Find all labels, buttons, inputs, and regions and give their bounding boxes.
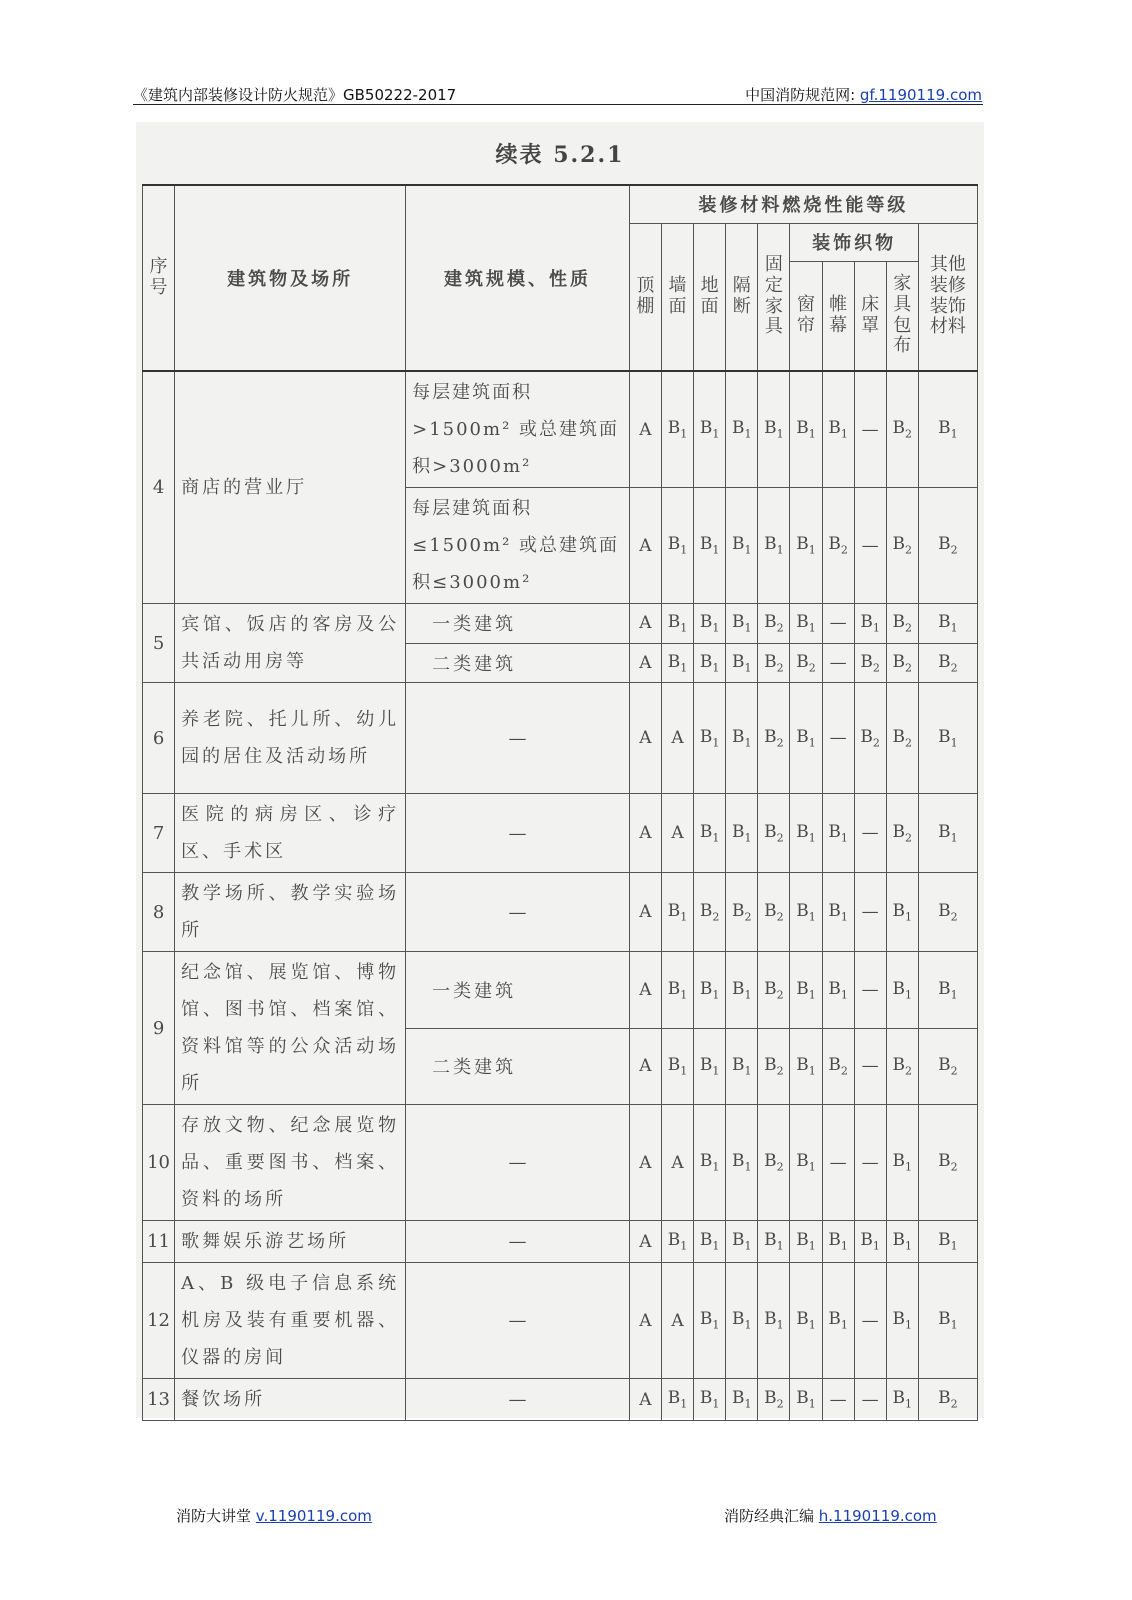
grade-floor: $B_2$ (694, 873, 726, 952)
grade-upholstery: $B_1$ (886, 1263, 918, 1379)
table-row (143, 604, 978, 644)
grade-bedcover: — (854, 873, 886, 952)
grade-floor: $B_1$ (694, 794, 726, 873)
grade-wall: $B_1$ (661, 1221, 693, 1263)
row-scale: — (406, 1379, 630, 1421)
table-row (143, 794, 978, 873)
grade-curtain: $B_1$ (790, 952, 822, 1029)
grade-floor: $B_1$ (694, 1263, 726, 1379)
grade-drape: $B_1$ (822, 952, 854, 1029)
grade-furniture: $B_2$ (758, 1379, 790, 1421)
row-place: 医院的病房区、诊疗区、手术区 (175, 794, 406, 873)
grade-furniture: $B_2$ (758, 794, 790, 873)
header-ceiling: 顶 棚 (629, 223, 661, 371)
row-place: 纪念馆、展览馆、博物馆、图书馆、档案馆、资料馆等的公众活动场所 (175, 952, 406, 1105)
header-seq: 序 号 (143, 185, 175, 371)
grade-ceiling: A (629, 488, 661, 604)
grade-drape: — (822, 1379, 854, 1421)
grade-drape: $B_1$ (822, 1263, 854, 1379)
row-scale: 二类建筑 (406, 643, 630, 683)
grade-drape: $B_1$ (822, 1221, 854, 1263)
header-partition: 隔 断 (726, 223, 758, 371)
grade-bedcover: — (854, 1028, 886, 1105)
grade-drape: — (822, 1105, 854, 1221)
grade-furniture: $B_1$ (758, 1263, 790, 1379)
grade-partition: $B_1$ (726, 1379, 758, 1421)
row-seq: 10 (143, 1105, 175, 1221)
grade-other: $B_1$ (918, 794, 977, 873)
grade-other: $B_1$ (918, 1263, 977, 1379)
grade-upholstery: $B_2$ (886, 1028, 918, 1105)
row-seq: 7 (143, 794, 175, 873)
grade-curtain: $B_1$ (790, 371, 822, 488)
grade-partition: $B_1$ (726, 794, 758, 873)
grade-wall: $B_1$ (661, 604, 693, 644)
grade-wall: A (661, 1263, 693, 1379)
grade-floor: $B_1$ (694, 1028, 726, 1105)
grade-partition: $B_1$ (726, 1028, 758, 1105)
grade-drape: $B_1$ (822, 873, 854, 952)
row-scale: — (406, 683, 630, 794)
grade-floor: $B_1$ (694, 643, 726, 683)
table-caption: 续表 5.2.1 (495, 142, 625, 168)
grade-ceiling: A (629, 1379, 661, 1421)
grade-partition: $B_1$ (726, 604, 758, 644)
grade-floor: $B_1$ (694, 488, 726, 604)
footer-left-label: 消防大讲堂 (176, 1507, 256, 1525)
grade-curtain: $B_1$ (790, 1221, 822, 1263)
row-place: 存放文物、纪念展览物品、重要图书、档案、资料的场所 (175, 1105, 406, 1221)
row-scale: 每层建筑面积≤1500m² 或总建筑面积≤3000m² (406, 488, 630, 604)
site-credit (745, 84, 982, 105)
grade-floor: $B_1$ (694, 1221, 726, 1263)
grade-partition: $B_1$ (726, 683, 758, 794)
header-place: 建筑物及场所 (175, 185, 406, 371)
scanned-table-page (136, 122, 984, 1418)
grade-curtain: $B_2$ (790, 643, 822, 683)
grade-bedcover: — (854, 371, 886, 488)
grade-ceiling: A (629, 1105, 661, 1221)
grade-ceiling: A (629, 1028, 661, 1105)
grade-bedcover: — (854, 794, 886, 873)
grade-partition: $B_1$ (726, 643, 758, 683)
grade-curtain: $B_1$ (790, 873, 822, 952)
header-furniture: 固 定 家 具 (758, 223, 790, 371)
grade-ceiling: A (629, 952, 661, 1029)
row-place: 商店的营业厅 (175, 371, 406, 604)
grade-partition: $B_1$ (726, 1105, 758, 1221)
footer-left-link[interactable]: v.1190119.com (255, 1507, 372, 1525)
grade-wall: A (661, 683, 693, 794)
grade-upholstery: $B_1$ (886, 1221, 918, 1263)
header-upholstery: 家 具 包 布 (886, 261, 918, 371)
grade-furniture: $B_2$ (758, 643, 790, 683)
grade-bedcover: — (854, 1263, 886, 1379)
grade-ceiling: A (629, 643, 661, 683)
grade-bedcover: $B_2$ (854, 683, 886, 794)
footer-right-link[interactable]: h.1190119.com (818, 1507, 937, 1525)
grade-curtain: $B_1$ (790, 1379, 822, 1421)
grade-upholstery: $B_2$ (886, 683, 918, 794)
grade-other: $B_1$ (918, 371, 977, 488)
grade-partition: $B_1$ (726, 1221, 758, 1263)
grade-wall: $B_1$ (661, 1379, 693, 1421)
grade-wall: $B_1$ (661, 952, 693, 1029)
row-scale: 二类建筑 (406, 1028, 630, 1105)
grade-floor: $B_1$ (694, 604, 726, 644)
grade-wall: $B_1$ (661, 1028, 693, 1105)
grade-bedcover: $B_1$ (854, 604, 886, 644)
grade-furniture: $B_2$ (758, 873, 790, 952)
header-floor: 地 面 (694, 223, 726, 371)
header-textile: 装饰织物 (790, 223, 918, 261)
grade-drape: $B_1$ (822, 794, 854, 873)
grade-partition: $B_1$ (726, 1263, 758, 1379)
row-seq: 8 (143, 873, 175, 952)
grade-ceiling: A (629, 794, 661, 873)
grade-upholstery: $B_1$ (886, 1105, 918, 1221)
grade-bedcover: $B_2$ (854, 643, 886, 683)
footer-right (724, 1505, 937, 1526)
grade-ceiling: A (629, 604, 661, 644)
grade-furniture: $B_2$ (758, 604, 790, 644)
grade-floor: $B_1$ (694, 952, 726, 1029)
grade-furniture: $B_2$ (758, 683, 790, 794)
row-place: 歌舞娱乐游艺场所 (175, 1221, 406, 1263)
table-row (143, 952, 978, 1029)
grade-wall: A (661, 1105, 693, 1221)
grade-drape: $B_1$ (822, 371, 854, 488)
grade-upholstery: $B_2$ (886, 643, 918, 683)
header-wall: 墙 面 (661, 223, 693, 371)
grade-curtain: $B_1$ (790, 794, 822, 873)
row-scale: 一类建筑 (406, 952, 630, 1029)
site-label: 中国消防规范网: (745, 86, 860, 104)
header-rule (133, 104, 983, 105)
table-row (143, 1263, 978, 1379)
table-row (143, 371, 978, 488)
grade-ceiling: A (629, 371, 661, 488)
row-scale: — (406, 794, 630, 873)
table-row (143, 873, 978, 952)
row-scale: — (406, 1221, 630, 1263)
grade-upholstery: $B_1$ (886, 952, 918, 1029)
grade-partition: $B_1$ (726, 488, 758, 604)
row-scale: — (406, 1263, 630, 1379)
table-row (143, 1379, 978, 1421)
grade-furniture: $B_2$ (758, 952, 790, 1029)
site-link[interactable]: gf.1190119.com (859, 86, 982, 104)
grade-floor: $B_1$ (694, 683, 726, 794)
table-row (143, 1105, 978, 1221)
row-place: 养老院、托儿所、幼儿园的居住及活动场所 (175, 683, 406, 794)
grade-wall: A (661, 794, 693, 873)
grade-curtain: $B_1$ (790, 488, 822, 604)
row-scale: — (406, 873, 630, 952)
table-row (143, 683, 978, 794)
row-place: 餐饮场所 (175, 1379, 406, 1421)
grade-curtain: $B_1$ (790, 1028, 822, 1105)
grade-partition: $B_1$ (726, 371, 758, 488)
grade-other: $B_2$ (918, 1028, 977, 1105)
header-scale: 建筑规模、性质 (406, 185, 630, 371)
row-place: A、B 级电子信息系统机房及装有重要机器、仪器的房间 (175, 1263, 406, 1379)
grade-furniture: $B_1$ (758, 488, 790, 604)
grade-drape: — (822, 643, 854, 683)
grade-wall: $B_1$ (661, 873, 693, 952)
grade-other: $B_1$ (918, 1221, 977, 1263)
grade-upholstery: $B_1$ (886, 1379, 918, 1421)
grade-other: $B_1$ (918, 952, 977, 1029)
grade-furniture: $B_2$ (758, 1028, 790, 1105)
grade-floor: $B_1$ (694, 1379, 726, 1421)
table-row (143, 1221, 978, 1263)
grade-other: $B_1$ (918, 604, 977, 644)
grade-curtain: $B_1$ (790, 683, 822, 794)
grade-upholstery: $B_1$ (886, 873, 918, 952)
row-seq: 12 (143, 1263, 175, 1379)
grade-other: $B_2$ (918, 1105, 977, 1221)
row-seq: 5 (143, 604, 175, 683)
footer-right-label: 消防经典汇编 (724, 1507, 819, 1525)
grade-bedcover: $B_1$ (854, 1221, 886, 1263)
grade-ceiling: A (629, 683, 661, 794)
grade-upholstery: $B_2$ (886, 794, 918, 873)
footer-left (176, 1505, 372, 1526)
row-scale: — (406, 1105, 630, 1221)
row-place: 教学场所、教学实验场所 (175, 873, 406, 952)
grade-curtain: $B_1$ (790, 1263, 822, 1379)
row-seq: 6 (143, 683, 175, 794)
grade-drape: — (822, 683, 854, 794)
grade-other: $B_2$ (918, 488, 977, 604)
grade-upholstery: $B_2$ (886, 604, 918, 644)
grade-bedcover: — (854, 952, 886, 1029)
grade-furniture: $B_1$ (758, 371, 790, 488)
grade-bedcover: — (854, 1105, 886, 1221)
row-seq: 4 (143, 371, 175, 604)
fire-rating-table (142, 184, 978, 1421)
header-drape: 帷 幕 (822, 261, 854, 371)
grade-upholstery: $B_2$ (886, 371, 918, 488)
grade-ceiling: A (629, 1221, 661, 1263)
grade-drape: — (822, 604, 854, 644)
grade-partition: $B_2$ (726, 873, 758, 952)
grade-ceiling: A (629, 1263, 661, 1379)
row-scale: 每层建筑面积>1500m² 或总建筑面积>3000m² (406, 371, 630, 488)
grade-floor: $B_1$ (694, 371, 726, 488)
grade-bedcover: — (854, 1379, 886, 1421)
grade-drape: $B_2$ (822, 1028, 854, 1105)
grade-wall: $B_1$ (661, 488, 693, 604)
header-bedcover: 床 罩 (854, 261, 886, 371)
header-grade-group: 装修材料燃烧性能等级 (629, 185, 977, 223)
grade-floor: $B_1$ (694, 1105, 726, 1221)
grade-furniture: $B_1$ (758, 1221, 790, 1263)
grade-other: $B_1$ (918, 683, 977, 794)
header-curtain: 窗 帘 (790, 261, 822, 371)
grade-drape: $B_2$ (822, 488, 854, 604)
row-scale: 一类建筑 (406, 604, 630, 644)
grade-other: $B_2$ (918, 643, 977, 683)
header-other: 其他 装修 装饰 材料 (918, 223, 977, 371)
grade-partition: $B_1$ (726, 952, 758, 1029)
grade-ceiling: A (629, 873, 661, 952)
row-seq: 13 (143, 1379, 175, 1421)
grade-curtain: $B_1$ (790, 604, 822, 644)
document-title: 《建筑内部装修设计防火规范》GB50222-2017 (133, 86, 457, 104)
row-seq: 9 (143, 952, 175, 1105)
grade-other: $B_2$ (918, 1379, 977, 1421)
grade-other: $B_2$ (918, 873, 977, 952)
grade-bedcover: — (854, 488, 886, 604)
row-seq: 11 (143, 1221, 175, 1263)
row-place: 宾馆、饭店的客房及公共活动用房等 (175, 604, 406, 683)
grade-wall: $B_1$ (661, 643, 693, 683)
grade-furniture: $B_2$ (758, 1105, 790, 1221)
grade-wall: $B_1$ (661, 371, 693, 488)
grade-upholstery: $B_2$ (886, 488, 918, 604)
grade-curtain: $B_1$ (790, 1105, 822, 1221)
